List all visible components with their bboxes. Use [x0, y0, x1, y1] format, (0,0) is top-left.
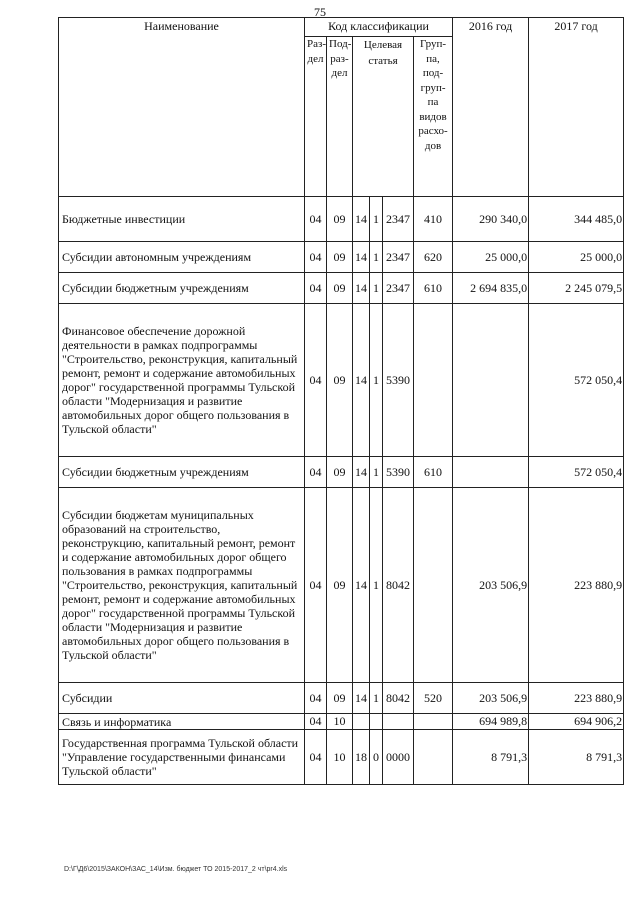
row-target-article-subprogram: 1	[370, 683, 383, 714]
row-name: Государственная программа Тульской области "Управление государственными финансами Тульской области"	[59, 730, 305, 785]
table-body	[59, 197, 624, 785]
row-value-2017: 694 906,2	[529, 714, 624, 730]
row-subsection: 09	[327, 273, 353, 304]
header-year-2016: 2016 год	[453, 18, 529, 197]
row-target-article-direction: 5390	[383, 457, 414, 488]
header-section: Раз- дел	[305, 37, 327, 197]
row-value-2016	[453, 304, 529, 457]
row-target-article-subprogram	[370, 714, 383, 730]
row-target-article-program: 14	[353, 197, 370, 242]
header-classification: Код классификации	[305, 18, 453, 37]
row-target-article-direction: 2347	[383, 242, 414, 273]
row-target-article-direction: 5390	[383, 304, 414, 457]
header-target-article: Целевая статья	[353, 37, 414, 197]
row-target-article-program: 14	[353, 457, 370, 488]
row-expense-group	[414, 488, 453, 683]
row-expense-group: 610	[414, 273, 453, 304]
row-target-article-program: 18	[353, 730, 370, 785]
table-row	[59, 730, 624, 785]
row-target-article-program: 14	[353, 488, 370, 683]
row-value-2017: 572 050,4	[529, 304, 624, 457]
row-subsection: 10	[327, 730, 353, 785]
row-target-article-direction: 8042	[383, 683, 414, 714]
table-row	[59, 488, 624, 683]
row-expense-group: 520	[414, 683, 453, 714]
row-target-article-direction: 8042	[383, 488, 414, 683]
row-expense-group	[414, 714, 453, 730]
row-expense-group: 620	[414, 242, 453, 273]
row-expense-group	[414, 730, 453, 785]
table-row	[59, 457, 624, 488]
row-value-2016	[453, 457, 529, 488]
row-subsection: 09	[327, 488, 353, 683]
budget-table	[58, 17, 624, 785]
table-row	[59, 197, 624, 242]
row-subsection: 09	[327, 683, 353, 714]
row-value-2017: 572 050,4	[529, 457, 624, 488]
row-value-2016: 290 340,0	[453, 197, 529, 242]
page-number: 75	[314, 5, 326, 19]
row-subsection: 10	[327, 714, 353, 730]
row-target-article-subprogram: 1	[370, 197, 383, 242]
table-row	[59, 714, 624, 730]
row-expense-group: 610	[414, 457, 453, 488]
row-value-2017: 25 000,0	[529, 242, 624, 273]
row-target-article-direction	[383, 714, 414, 730]
row-target-article-program	[353, 714, 370, 730]
row-value-2016: 203 506,9	[453, 683, 529, 714]
row-section: 04	[305, 730, 327, 785]
header-row-1	[59, 18, 624, 37]
row-target-article-direction: 0000	[383, 730, 414, 785]
header-expense-group: Груп- па, под- груп- па видов расхо- дов	[414, 37, 453, 197]
row-expense-group	[414, 304, 453, 457]
row-name: Субсидии	[59, 683, 305, 714]
table-row	[59, 683, 624, 714]
row-section: 04	[305, 457, 327, 488]
row-name: Финансовое обеспечение дорожной деятельности в рамках подпрограммы "Строительство, реконструкция, капитальный ремонт, ремонт и содержание автомобильных дорог" государственной программы Тульской области "Модернизация и развитие автомобильных дорог общего пользования в Тульской области"	[59, 304, 305, 457]
row-subsection: 09	[327, 304, 353, 457]
row-target-article-direction: 2347	[383, 273, 414, 304]
row-target-article-subprogram: 1	[370, 304, 383, 457]
row-section: 04	[305, 273, 327, 304]
row-name: Субсидии бюджетным учреждениям	[59, 273, 305, 304]
row-value-2017: 223 880,9	[529, 683, 624, 714]
row-value-2017: 223 880,9	[529, 488, 624, 683]
row-target-article-program: 14	[353, 304, 370, 457]
row-subsection: 09	[327, 242, 353, 273]
row-name: Бюджетные инвестиции	[59, 197, 305, 242]
row-target-article-direction: 2347	[383, 197, 414, 242]
row-subsection: 09	[327, 197, 353, 242]
row-name: Субсидии автономным учреждениям	[59, 242, 305, 273]
table-row	[59, 242, 624, 273]
header-year-2017: 2017 год	[529, 18, 624, 197]
row-section: 04	[305, 714, 327, 730]
file-path-footer: D:\Г\Д6\2015\ЗАКОН\ЗАС_14\Изм. бюджет ТО 2015-2017_2 чт\pr4.xls	[64, 866, 288, 873]
row-target-article-subprogram: 1	[370, 488, 383, 683]
row-section: 04	[305, 197, 327, 242]
row-target-article-program: 14	[353, 242, 370, 273]
row-subsection: 09	[327, 457, 353, 488]
row-value-2017: 2 245 079,5	[529, 273, 624, 304]
row-target-article-subprogram: 0	[370, 730, 383, 785]
table-row	[59, 273, 624, 304]
row-value-2016: 2 694 835,0	[453, 273, 529, 304]
row-name: Связь и информатика	[59, 714, 305, 730]
row-value-2016: 8 791,3	[453, 730, 529, 785]
row-section: 04	[305, 683, 327, 714]
row-section: 04	[305, 304, 327, 457]
row-value-2016: 25 000,0	[453, 242, 529, 273]
row-target-article-program: 14	[353, 273, 370, 304]
row-expense-group: 410	[414, 197, 453, 242]
row-section: 04	[305, 242, 327, 273]
header-subsection: Под- раз- дел	[327, 37, 353, 197]
row-section: 04	[305, 488, 327, 683]
row-target-article-subprogram: 1	[370, 457, 383, 488]
row-target-article-subprogram: 1	[370, 273, 383, 304]
row-value-2017: 344 485,0	[529, 197, 624, 242]
row-name: Субсидии бюджетным учреждениям	[59, 457, 305, 488]
header-name: Наименование	[59, 18, 305, 197]
row-value-2016: 203 506,9	[453, 488, 529, 683]
row-target-article-subprogram: 1	[370, 242, 383, 273]
table-row	[59, 304, 624, 457]
row-target-article-program: 14	[353, 683, 370, 714]
row-name: Субсидии бюджетам муниципальных образований на строительство, реконструкцию, капитальный ремонт, ремонт и содержание автомобильных дорог общего пользования в рамках подпрограммы "Строительство, реконструкция, капитальный ремонт, ремонт и содержание автомобильных дорог" государственной программы Тульской области "Модернизация и развитие автомобильных дорог общего пользования в Тульской области"	[59, 488, 305, 683]
row-value-2017: 8 791,3	[529, 730, 624, 785]
row-value-2016: 694 989,8	[453, 714, 529, 730]
